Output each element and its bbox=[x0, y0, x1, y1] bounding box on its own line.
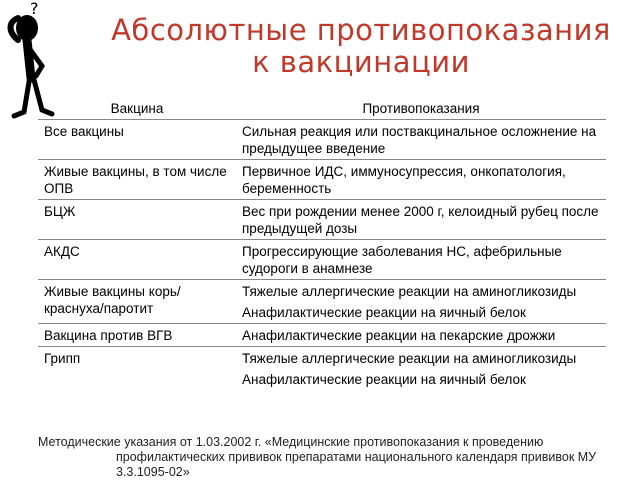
contraindication-text: Первичное ИДС, иммуносупрессия, онкопатология, беременность bbox=[242, 164, 566, 196]
column-header-contraindications: Противопоказания bbox=[236, 97, 606, 120]
contraindications-table bbox=[38, 97, 606, 390]
contraindication-cell bbox=[236, 240, 606, 280]
contraindication-text: Анафилактические реакции на яичный белок bbox=[242, 305, 526, 320]
table-row bbox=[38, 324, 606, 347]
source-citation bbox=[38, 435, 618, 480]
contraindication-cell bbox=[236, 160, 606, 200]
source-line-1: Методические указания от 1.03.2002 г. «Медицинские противопоказания к проведению bbox=[38, 435, 544, 449]
contraindication-text: Прогрессирующие заболевания НС, афебрильные судороги в анамнезе bbox=[242, 244, 562, 276]
vaccine-cell: БЦЖ bbox=[38, 200, 236, 240]
svg-text:?: ? bbox=[30, 0, 39, 18]
vaccine-cell: АКДС bbox=[38, 240, 236, 280]
contraindication-text: Анафилактические реакции на пекарские дрожжи bbox=[242, 328, 556, 343]
contraindication-cell bbox=[236, 200, 606, 240]
contraindication-text: Сильная реакция или поствакцинальное осложнение на предыдущее введение bbox=[242, 124, 597, 156]
contraindication-text: Анафилактические реакции на яичный белок bbox=[242, 372, 526, 387]
table-header-row bbox=[38, 97, 606, 120]
vaccine-cell: Все вакцины bbox=[44, 124, 124, 139]
contraindication-cell bbox=[236, 120, 606, 160]
contraindication-cell bbox=[236, 324, 606, 347]
page-title-line-2: к вакцинации bbox=[252, 45, 470, 79]
table-row bbox=[38, 200, 606, 240]
page-title bbox=[96, 14, 626, 78]
table-row bbox=[38, 120, 606, 160]
table-row bbox=[38, 160, 606, 200]
source-line-3: 3.3.1095-02» bbox=[116, 465, 190, 479]
table-row bbox=[38, 240, 606, 280]
vaccine-cell: Живые вакцины корь/краснуха/паротит bbox=[38, 280, 236, 324]
table-row bbox=[38, 280, 606, 324]
vaccine-cell: Живые вакцины, в том числе ОПВ bbox=[38, 160, 236, 200]
table-row bbox=[38, 347, 606, 391]
source-line-2: профилактических прививок препаратами национального календаря прививок МУ bbox=[116, 450, 597, 464]
page-title-line-1: Абсолютные противопоказания bbox=[111, 13, 611, 47]
contraindication-text: Тяжелые аллергические реакции на аминогликозиды bbox=[242, 284, 577, 299]
vaccine-cell: Грипп bbox=[38, 347, 236, 391]
contraindication-text: Тяжелые аллергические реакции на аминогликозиды bbox=[242, 351, 577, 366]
column-header-vaccine: Вакцина bbox=[38, 97, 236, 120]
vaccine-cell: Вакцина против ВГВ bbox=[38, 324, 236, 347]
contraindication-cell bbox=[236, 347, 606, 391]
contraindication-text: Вес при рождении менее 2000 г, келоидный рубец после предыдущей дозы bbox=[242, 204, 599, 236]
contraindication-cell bbox=[236, 280, 606, 324]
